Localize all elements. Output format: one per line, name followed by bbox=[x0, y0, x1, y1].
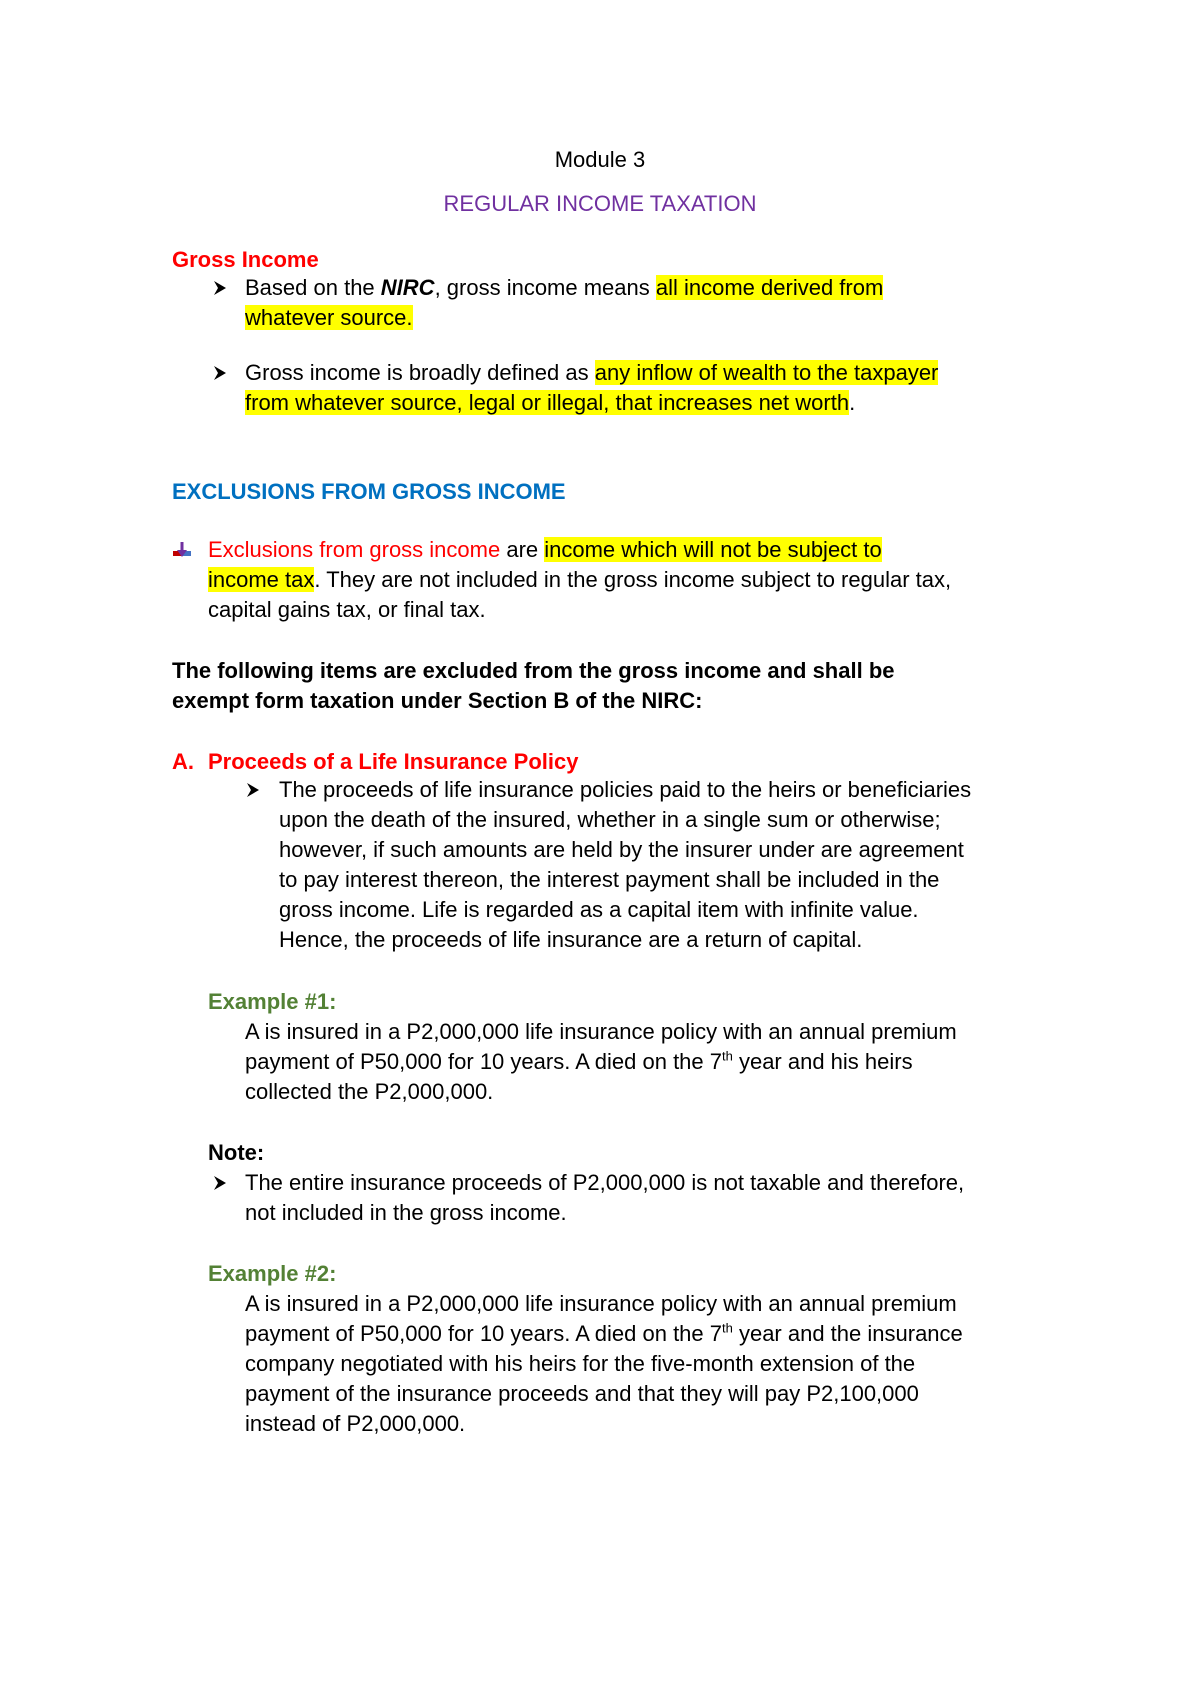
section-a-bullet-line-6: Hence, the proceeds of life insurance are a return of capital. bbox=[279, 927, 863, 952]
following-items-line-2: exempt form taxation under Section B of the NIRC: bbox=[172, 688, 703, 713]
section-a-bullet-line-1: The proceeds of life insurance policies paid to the heirs or beneficiaries bbox=[279, 777, 972, 802]
note-heading: Note: bbox=[208, 1140, 265, 1165]
gross-income-bullet-2-line-2: from whatever source, legal or illegal, that increases net worth. bbox=[245, 390, 856, 415]
exclusion-definition-line-2: income tax. They are not included in the gross income subject to regular tax, bbox=[208, 567, 952, 592]
arrowhead-bullet-icon bbox=[212, 1168, 232, 1198]
example-1-line-1: A is insured in a P2,000,000 life insurance policy with an annual premium bbox=[245, 1019, 957, 1044]
down-arrow-square-bullet-icon bbox=[172, 541, 190, 559]
example-2-line-5: instead of P2,000,000. bbox=[245, 1411, 466, 1436]
exclusions-heading: EXCLUSIONS FROM GROSS INCOME bbox=[172, 479, 566, 504]
example-2-heading: Example #2: bbox=[208, 1261, 337, 1286]
section-a-bullet-line-4: to pay interest thereon, the interest payment shall be included in the bbox=[279, 867, 940, 892]
example-2-line-1: A is insured in a P2,000,000 life insurance policy with an annual premium bbox=[245, 1291, 957, 1316]
note-line-1: The entire insurance proceeds of P2,000,000 is not taxable and therefore, bbox=[245, 1170, 965, 1195]
highlighted-text: all income derived from bbox=[655, 275, 884, 300]
example-1-line-2: payment of P50,000 for 10 years. A died on the 7th year and his heirs bbox=[245, 1048, 913, 1074]
gross-income-bullet-1-line-2: whatever source. bbox=[245, 305, 413, 330]
section-a-bullet-line-5: gross income. Life is regarded as a capital item with infinite value. bbox=[279, 897, 919, 922]
arrowhead-bullet-icon bbox=[245, 775, 265, 805]
gross-income-bullet-1-line-1: Based on the NIRC, gross income means all income derived from bbox=[245, 275, 884, 300]
arrowhead-bullet-icon bbox=[212, 273, 232, 303]
page-title: REGULAR INCOME TAXATION bbox=[443, 191, 757, 216]
example-2-line-3: company negotiated with his heirs for the five-month extension of the bbox=[245, 1351, 916, 1376]
example-1-heading: Example #1: bbox=[208, 989, 337, 1014]
section-a-bullet-line-3: however, if such amounts are held by the insurer under are agreement bbox=[279, 837, 964, 862]
nirc-term: NIRC bbox=[380, 275, 435, 300]
arrowhead-bullet-icon bbox=[212, 358, 232, 388]
module-label: Module 3 bbox=[554, 147, 646, 172]
exclusion-definition-line-3: capital gains tax, or final tax. bbox=[208, 597, 486, 622]
gross-income-heading: Gross Income bbox=[172, 247, 319, 272]
example-1-line-3: collected the P2,000,000. bbox=[245, 1079, 494, 1104]
example-2-line-4: payment of the insurance proceeds and that they will pay P2,100,000 bbox=[245, 1381, 919, 1406]
section-a-heading: Proceeds of a Life Insurance Policy bbox=[208, 749, 579, 774]
example-2-line-2: payment of P50,000 for 10 years. A died on the 7th year and the insurance bbox=[245, 1320, 963, 1346]
gross-income-bullet-2-line-1: Gross income is broadly defined as any inflow of wealth to the taxpayer bbox=[245, 360, 939, 385]
section-a-bullet-line-2: upon the death of the insured, whether in a single sum or otherwise; bbox=[279, 807, 941, 832]
exclusion-definition-line-1: Exclusions from gross income are income which will not be subject to bbox=[208, 537, 882, 562]
section-a-letter: A. bbox=[172, 749, 194, 774]
following-items-line-1: The following items are excluded from the gross income and shall be bbox=[172, 658, 895, 683]
note-line-2: not included in the gross income. bbox=[245, 1200, 567, 1225]
